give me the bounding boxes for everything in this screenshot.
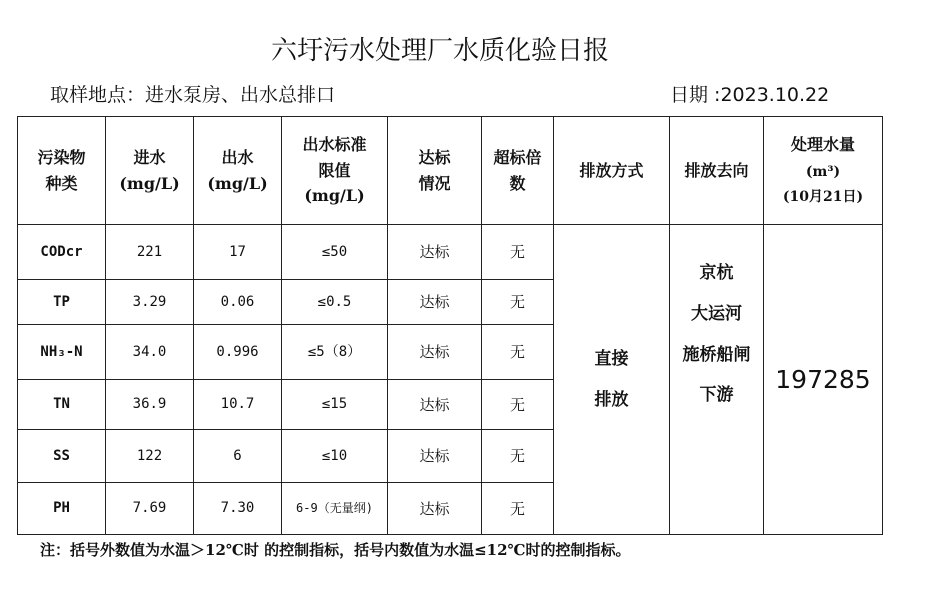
limit-value: ≤15: [282, 380, 388, 430]
header-limit: 出水标准 限值 (mg/L): [282, 117, 388, 225]
outflow-value: 0.06: [194, 280, 282, 325]
header-inflow: 进水 (mg/L): [106, 117, 194, 225]
header-status: 达标 情况: [388, 117, 482, 225]
header-pollutant: 污染物 种类: [18, 117, 106, 225]
header-volume: 处理水量 (m³) (10月21日): [764, 117, 883, 225]
inflow-value: 36.9: [106, 380, 194, 430]
pollutant-name: SS: [18, 430, 106, 483]
table-row: [18, 225, 883, 280]
exceed-value: 无: [482, 380, 554, 430]
exceed-value: 无: [482, 430, 554, 483]
limit-value: 6-9（无量纲): [282, 483, 388, 535]
discharge-method: 直接 排放: [554, 225, 670, 535]
outflow-value: 7.30: [194, 483, 282, 535]
header-row: [18, 117, 883, 225]
header-exceed: 超标倍 数: [482, 117, 554, 225]
treated-volume: 197285: [764, 225, 883, 535]
pollutant-name: TP: [18, 280, 106, 325]
status-value: 达标: [388, 280, 482, 325]
exceed-value: 无: [482, 483, 554, 535]
header-outflow: 出水 (mg/L): [194, 117, 282, 225]
outflow-value: 0.996: [194, 325, 282, 380]
page-title: 六圩污水处理厂水质化验日报: [270, 36, 609, 66]
header-discharge-dest: 排放去向: [670, 117, 764, 225]
limit-value: ≤50: [282, 225, 388, 280]
water-quality-table: [17, 116, 883, 535]
pollutant-name: PH: [18, 483, 106, 535]
outflow-value: 17: [194, 225, 282, 280]
status-value: 达标: [388, 380, 482, 430]
discharge-destination: 京杭 大运河 施桥船闸 下游: [670, 225, 764, 535]
outflow-value: 6: [194, 430, 282, 483]
header-discharge-method: 排放方式: [554, 117, 670, 225]
status-value: 达标: [388, 483, 482, 535]
inflow-value: 221: [106, 225, 194, 280]
exceed-value: 无: [482, 325, 554, 380]
limit-value: ≤0.5: [282, 280, 388, 325]
pollutant-name: CODcr: [18, 225, 106, 280]
status-value: 达标: [388, 225, 482, 280]
limit-value: ≤5（8）: [282, 325, 388, 380]
exceed-value: 无: [482, 280, 554, 325]
status-value: 达标: [388, 325, 482, 380]
limit-value: ≤10: [282, 430, 388, 483]
status-value: 达标: [388, 430, 482, 483]
footnote: 注：括号外数值为水温＞12℃时 的控制指标，括号内数值为水温≤12℃时的控制指标。: [40, 541, 631, 559]
exceed-value: 无: [482, 225, 554, 280]
pollutant-name: NH₃-N: [18, 325, 106, 380]
inflow-value: 3.29: [106, 280, 194, 325]
inflow-value: 122: [106, 430, 194, 483]
pollutant-name: TN: [18, 380, 106, 430]
inflow-value: 7.69: [106, 483, 194, 535]
inflow-value: 34.0: [106, 325, 194, 380]
sampling-site: 取样地点：进水泵房、出水总排口: [50, 84, 336, 106]
outflow-value: 10.7: [194, 380, 282, 430]
report-date: 日期 :2023.10.22: [670, 84, 830, 106]
